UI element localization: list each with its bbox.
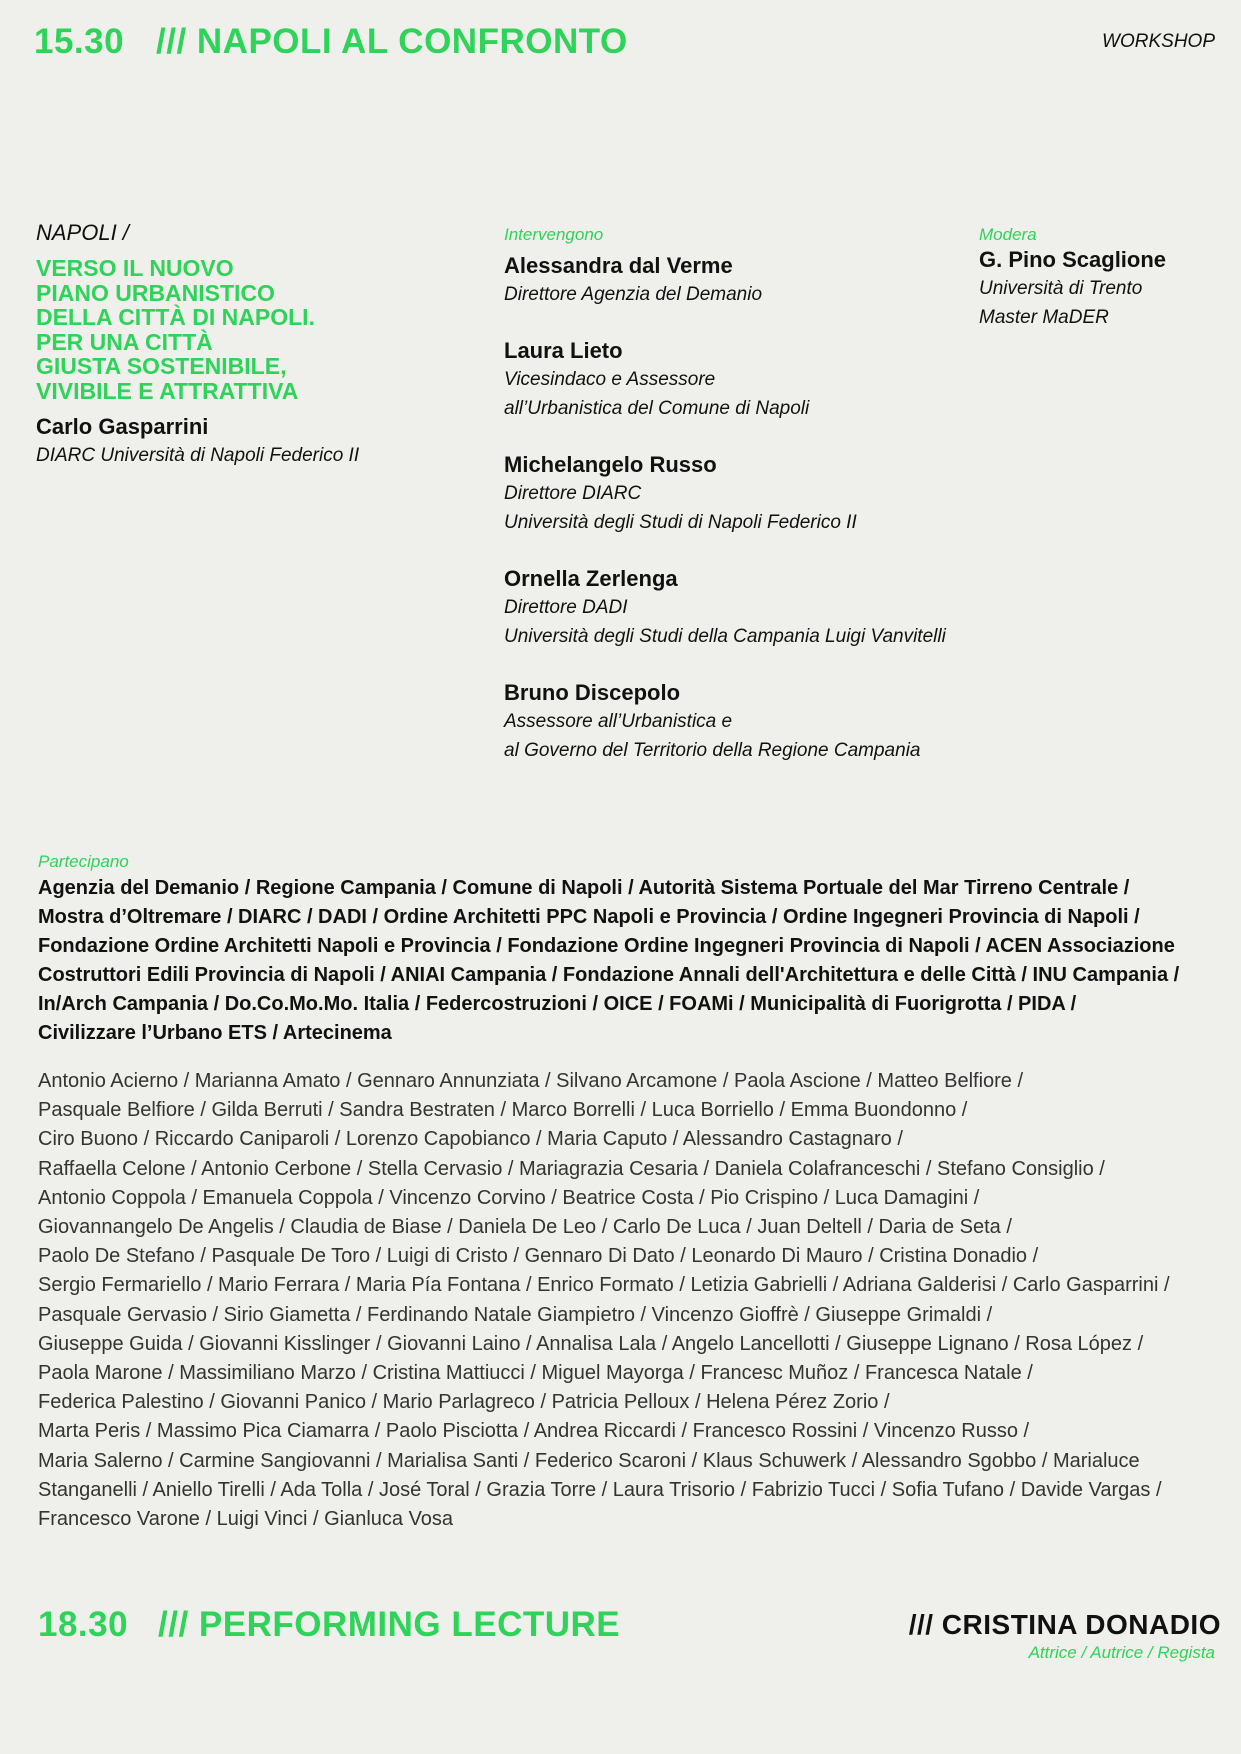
people-line: Raffaella Celone / Antonio Cerbone / Stella Cervasio / Mariagrazia Cesaria / Daniela Colafranceschi / Stefano Consiglio / <box>38 1157 1105 1180</box>
org-line: Civilizzare l’Urbano ETS / Artecinema <box>38 1022 392 1044</box>
people-line: Stanganelli / Aniello Tirelli / Ada Tolla / José Toral / Grazia Torre / Laura Trisorio / Fabrizio Tucci / Sofia Tufano / Davide Vargas / <box>38 1478 1162 1501</box>
intro-title <box>36 256 456 403</box>
speaker-entry <box>504 252 984 309</box>
intro-title-line: PIANO URBANISTICO <box>36 279 275 306</box>
intro-speaker-role: DIARC Università di Napoli Federico II <box>36 445 360 466</box>
org-line: Costruttori Edili Provincia di Napoli / ANIAI Campania / Fondazione Annali dell'Architettura e delle Città / INU Campania / <box>38 964 1180 986</box>
moderator-role: Università di Trento <box>979 278 1143 299</box>
bottom-time: 18.30 <box>38 1605 129 1644</box>
speaker-role: Università degli Studi di Napoli Federico II <box>504 512 857 533</box>
intro-title-line: VIVIBILE E ATTRATTIVA <box>36 377 299 404</box>
people-line: Pasquale Belfiore / Gilda Berruti / Sandra Bestraten / Marco Borrelli / Luca Borriello / Emma Buondonno / <box>38 1099 968 1122</box>
org-line: Mostra d’Oltremare / DIARC / DADI / Ordine Architetti PPC Napoli e Provincia / Ordine Ingegneri Provincia di Napoli / <box>38 906 1140 928</box>
intro-title-line: PER UNA CITTÀ <box>36 328 213 355</box>
people-line: Francesco Varone / Luigi Vinci / Gianluca Vosa <box>38 1508 454 1531</box>
bottom-title: /// PERFORMING LECTURE <box>158 1605 621 1644</box>
speaker-role: al Governo del Territorio della Regione Campania <box>504 740 921 761</box>
modera-column <box>979 225 1219 332</box>
speaker-name: Ornella Zerlenga <box>504 566 678 591</box>
people-line: Sergio Fermariello / Mario Ferrara / Maria Pía Fontana / Enrico Formato / Letizia Gabrielli / Adriana Galderisi / Carlo Gasparrini / <box>38 1274 1170 1297</box>
top-time: 15.30 <box>34 22 125 61</box>
speaker-role: Direttore DADI <box>504 597 628 618</box>
intro-city: NAPOLI / <box>36 220 129 245</box>
partecipano-section <box>38 852 1228 1534</box>
performer-role: Attrice / Autrice / Regista <box>1028 1643 1215 1662</box>
people-line: Giuseppe Guida / Giovanni Kisslinger / Giovanni Laino / Annalisa Lala / Angelo Lancellotti / Giuseppe Lignano / Rosa López / <box>38 1332 1144 1355</box>
speaker-role: Vicesindaco e Assessore <box>504 369 716 390</box>
speaker-entry <box>504 565 984 651</box>
people-line: Maria Salerno / Carmine Sangiovanni / Marialisa Santi / Federico Scaroni / Klaus Schuwerk / Alessandro Sgobbo / Marialuce <box>38 1449 1140 1472</box>
speaker-name: Bruno Discepolo <box>504 680 681 705</box>
moderator-name: G. Pino Scaglione <box>979 247 1167 272</box>
performer-name: /// CRISTINA DONADIO <box>908 1609 1221 1640</box>
people-line: Pasquale Gervasio / Sirio Giametta / Ferdinando Natale Giampietro / Vincenzo Gioffrè / Giuseppe Grimaldi / <box>38 1303 993 1326</box>
speaker-entry <box>504 337 984 423</box>
people-list <box>38 1067 1228 1534</box>
speaker-entry <box>504 451 984 537</box>
people-line: Federica Palestino / Giovanni Panico / Mario Parlagreco / Patricia Pelloux / Helena Pérez Zorio / <box>38 1391 890 1414</box>
people-line: Marta Peris / Massimo Pica Ciamarra / Paolo Pisciotta / Andrea Riccardi / Francesco Rossini / Vincenzo Russo / <box>38 1420 1030 1443</box>
org-line: In/Arch Campania / Do.Co.Mo.Mo. Italia / Federcostruzioni / OICE / FOAMi / Municipalità di Fuorigrotta / PIDA / <box>38 993 1077 1015</box>
intro-column <box>36 220 456 470</box>
intro-title-line: VERSO IL NUOVO <box>36 255 234 281</box>
people-line: Paola Marone / Massimiliano Marzo / Cristina Mattiucci / Miguel Mayorga / Francesc Muñoz / Francesca Natale / <box>38 1362 1033 1385</box>
moderator-role: Master MaDER <box>979 307 1109 328</box>
speaker-role: Assessore all’Urbanistica e <box>504 711 733 732</box>
partecipano-label: Partecipano <box>38 852 129 871</box>
org-line: Agenzia del Demanio / Regione Campania / Comune di Napoli / Autorità Sistema Portuale del Mar Tirreno Centrale / <box>38 877 1130 899</box>
people-line: Ciro Buono / Riccardo Caniparoli / Lorenzo Capobianco / Maria Caputo / Alessandro Castagnaro / <box>38 1128 903 1151</box>
people-line: Antonio Coppola / Emanuela Coppola / Vincenzo Corvino / Beatrice Costa / Pio Crispino / Luca Damagini / <box>38 1186 980 1209</box>
org-line: Fondazione Ordine Architetti Napoli e Provincia / Fondazione Ordine Ingegneri Provincia di Napoli / ACEN Associazione <box>38 935 1175 957</box>
modera-label: Modera <box>979 225 1037 244</box>
speaker-role: Direttore Agenzia del Demanio <box>504 284 763 305</box>
workshop-tag: WORKSHOP <box>1102 31 1215 52</box>
speaker-entry <box>504 679 984 765</box>
speaker-role: all’Urbanistica del Comune di Napoli <box>504 398 810 419</box>
speaker-role: Università degli Studi della Campania Luigi Vanvitelli <box>504 626 946 647</box>
people-line: Paolo De Stefano / Pasquale De Toro / Luigi di Cristo / Gennaro Di Dato / Leonardo Di Mauro / Cristina Donadio / <box>38 1245 1039 1268</box>
intro-title-line: GIUSTA SOSTENIBILE, <box>36 353 287 379</box>
intervengono-column <box>504 225 984 793</box>
people-line: Antonio Acierno / Marianna Amato / Gennaro Annunziata / Silvano Arcamone / Paola Ascione / Matteo Belfiore / <box>38 1070 1024 1092</box>
speaker-role: Direttore DIARC <box>504 483 642 504</box>
speaker-name: Michelangelo Russo <box>504 452 717 477</box>
intro-speaker-name: Carlo Gasparrini <box>36 414 209 439</box>
intro-title-line: DELLA CITTÀ DI NAPOLI. <box>36 304 315 330</box>
people-line: Giovannangelo De Angelis / Claudia de Biase / Daniela De Leo / Carlo De Luca / Juan Deltell / Daria de Seta / <box>38 1216 1012 1239</box>
speaker-name: Laura Lieto <box>504 338 623 363</box>
intervengono-label: Intervengono <box>504 225 604 244</box>
organizations-list <box>38 874 1228 1048</box>
top-title: /// NAPOLI AL CONFRONTO <box>156 22 628 61</box>
speaker-name: Alessandra dal Verme <box>504 253 733 278</box>
